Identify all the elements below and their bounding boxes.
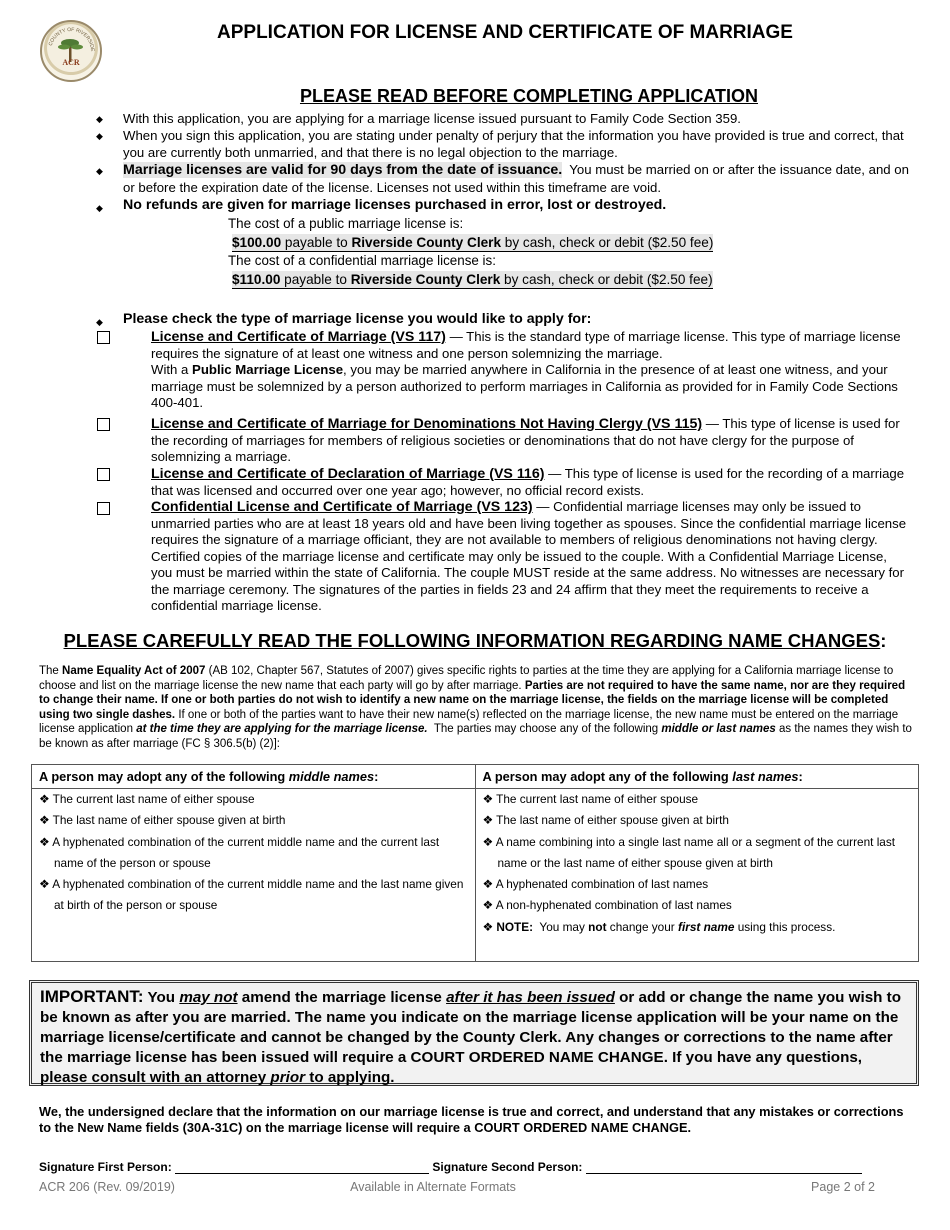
check-prompt: Please check the type of marriage license you would like to apply for: — [123, 311, 592, 327]
option-title: License and Certificate of Declaration of Marriage (VS 116) — [151, 466, 545, 482]
read-heading: PLEASE READ BEFORE COMPLETING APPLICATION — [299, 86, 759, 106]
option-vs117 — [151, 329, 911, 412]
option-extra: With a — [151, 362, 189, 377]
signature-second-field[interactable] — [586, 1173, 862, 1174]
alternate-formats: Available in Alternate Formats — [350, 1180, 516, 1194]
last-names-list — [475, 789, 919, 962]
bullet-diamond-icon: ◆ — [96, 114, 103, 124]
valid-rest: You must be married on or after the issuance date, and on or before the expiration date of the license. Licenses not used within this timeframe are void. — [123, 162, 909, 195]
option-text: — This type of license is used for the recording of a marriage that was licensed and occurred over one year ago; however, no official record exists. — [151, 466, 905, 498]
clerk: Riverside County Clerk — [351, 235, 502, 250]
valid-bold: Marriage licenses are valid for 90 days from the date of issuance. — [123, 162, 563, 178]
bullet-2: When you sign this application, you are stating under penalty of perjury that the information you have provided is true and correct, that you are currently both unmarried, and that there is no legal objection to the marriage. — [123, 128, 904, 160]
method: by cash, check or debit ($2.50 fee) — [504, 272, 713, 287]
note-item: ❖ NOTE: You may not change your first name using this process. — [482, 919, 836, 934]
confidential-amount: $110.00 — [232, 272, 281, 287]
public-cost-label: The cost of a public marriage license is: — [228, 216, 464, 231]
signature-row — [39, 1160, 862, 1174]
public-cost-line — [232, 234, 713, 252]
important-notice: IMPORTANT: You may not amend the marriage license after it has been issued or add or change the name you wish to be known as after you are married. The name you indicate on the marriage license application will be your name on the marriage license/certificate and cannot be changed by the County Clerk. Any changes or corrections to the name after the marriage license has been issued will require a COURT ORDERED NAME CHANGE. If you have any questions, please consult with an attorney prior to applying. — [29, 980, 919, 1086]
form-number: ACR 206 (Rev. 09/2019) — [39, 1180, 175, 1194]
list-item: ❖ A non-hyphenated combination of last names — [482, 898, 732, 913]
declaration: We, the undersigned declare that the information on our marriage license is true and correct, and understand that any mistakes or corrections to the New Name fields (30A-31C) on the marriage license will require a COURT ORDERED NAME CHANGE. — [39, 1104, 904, 1135]
middle-names-header: A person may adopt any of the following middle names: — [32, 765, 476, 789]
list-item: ❖ A hyphenated combination of last names — [482, 877, 709, 892]
bullet-1: With this application, you are applying for a marriage license issued pursuant to Family Code Section 359. — [123, 111, 741, 126]
seal-initials: ACR — [62, 58, 80, 67]
name-heading-text: PLEASE CAREFULLY READ THE FOLLOWING INFORMATION REGARDING NAME CHANGES — [63, 630, 881, 651]
option-vs115 — [151, 416, 911, 466]
confidential-cost-line — [232, 271, 713, 289]
option-extra-bold: Public Marriage License — [192, 362, 344, 377]
public-amount: $100.00 — [232, 235, 282, 250]
method: by cash, check or debit ($2.50 fee) — [504, 235, 714, 250]
payable: payable to — [284, 272, 347, 287]
last-names-header: A person may adopt any of the following last names: — [475, 765, 919, 789]
page-number: Page 2 of 2 — [811, 1180, 875, 1194]
clerk: Riverside County Clerk — [350, 272, 501, 287]
sig-first-label: Signature First Person: — [39, 1160, 172, 1174]
list-item: ❖ A name combining into a single last name all or a segment of the current last name or the last name of either spouse given at birth — [482, 834, 896, 870]
seal-text: COUNTY OF RIVERSIDE — [47, 26, 96, 52]
list-item: ❖ A hyphenated combination of the current middle name and the last name given at birth of the person or spouse — [39, 877, 464, 913]
checkbox-vs115[interactable] — [97, 418, 110, 431]
list-item: ❖ The current last name of either spouse — [39, 792, 255, 806]
checkbox-vs116[interactable] — [97, 468, 110, 481]
bullet-diamond-icon: ◆ — [96, 166, 103, 176]
option-title: License and Certificate of Marriage for Denominations Not Having Clergy (VS 115) — [151, 416, 703, 432]
option-title: License and Certificate of Marriage (VS 117) — [151, 329, 446, 345]
option-text: — This type of license is used for the recording of marriages for members of religious societies or denominations that do not have clergy for the purpose of solemnizing a marriage. — [151, 416, 900, 464]
bullet-diamond-icon: ◆ — [96, 131, 103, 141]
checkbox-vs123[interactable] — [97, 502, 110, 515]
name-equality-paragraph: The Name Equality Act of 2007 (AB 102, Chapter 567, Statutes of 2007) gives specific rights to parties at the time they are applying for a California marriage license to choose and list on the marriage license the new name that each party will go by after marriage. Parties are not required to have the same name, nor are they required to change their name. If one or both parties do not wish to identify a new name on the marriage license, the fields on the marriage license will be completed using two single dashes. If one or both of the parties want to have their new name(s) reflected on the marriage license, the new name must be entered on the marriage license application at the time they are applying for the marriage license. The parties may choose any of the following middle or last names as the names they wish to be known as after marriage (FC § 306.5(b) (2)]: — [39, 665, 912, 750]
list-item: ❖ The last name of either spouse given at birth — [482, 813, 729, 828]
signature-first-field[interactable] — [175, 1173, 429, 1174]
checkbox-vs117[interactable] — [97, 331, 110, 344]
list-item: ❖ The current last name of either spouse — [482, 792, 699, 806]
name-options-table — [31, 764, 919, 962]
bullet-diamond-icon: ◆ — [96, 317, 103, 327]
payable: payable to — [284, 235, 348, 250]
bullet-valid — [123, 161, 913, 196]
option-text: — Confidential marriage licenses may only be issued to unmarried parties who are at least 18 years old and have been living together as spouses. Since the confidential marriage license requires the signature of a marriage officiant, they are not available to members of religious denominations not having clergy. Certified copies of the marriage license and certificate may only be issued to the couple. With a Confidential Marriage License, you must be married within the state of California. The couple MUST reside at the same address. No witnesses are necessary for the marriage ceremony. The signatures of the parties in fields 23 and 24 affirm that they meet the requirements to receive a confidential marriage license. — [151, 499, 907, 613]
sig-second-label: Signature Second Person: — [432, 1160, 583, 1174]
refund-notice: No refunds are given for marriage licenses purchased in error, lost or destroyed. — [123, 197, 667, 213]
option-title: Confidential License and Certificate of Marriage (VS 123) — [151, 499, 533, 515]
option-vs123 — [151, 499, 911, 615]
option-extra-post: , you may be married anywhere in California in the presence of at least one witness, and your marriage must be solemnized by a person authorized to perform marriages in California as provided for in Family Code Sections 400-401. — [151, 362, 898, 410]
list-item: ❖ The last name of either spouse given at birth — [39, 813, 286, 828]
option-vs116 — [151, 466, 911, 499]
bullet-diamond-icon: ◆ — [96, 203, 103, 213]
option-text: — This is the standard type of marriage license. This type of marriage license requires the signature of at least one witness and one person solemnizing the marriage. — [151, 329, 901, 361]
name-change-heading: PLEASE CAREFULLY READ THE FOLLOWING INFORMATION REGARDING NAME CHANGES: — [63, 630, 887, 651]
confidential-cost-label: The cost of a confidential marriage license is: — [228, 253, 496, 268]
middle-names-list — [32, 789, 476, 962]
form-title: APPLICATION FOR LICENSE AND CERTIFICATE OF MARRIAGE — [217, 22, 793, 43]
list-item: ❖ A hyphenated combination of the current middle name and the current last name of the person or spouse — [39, 834, 440, 870]
